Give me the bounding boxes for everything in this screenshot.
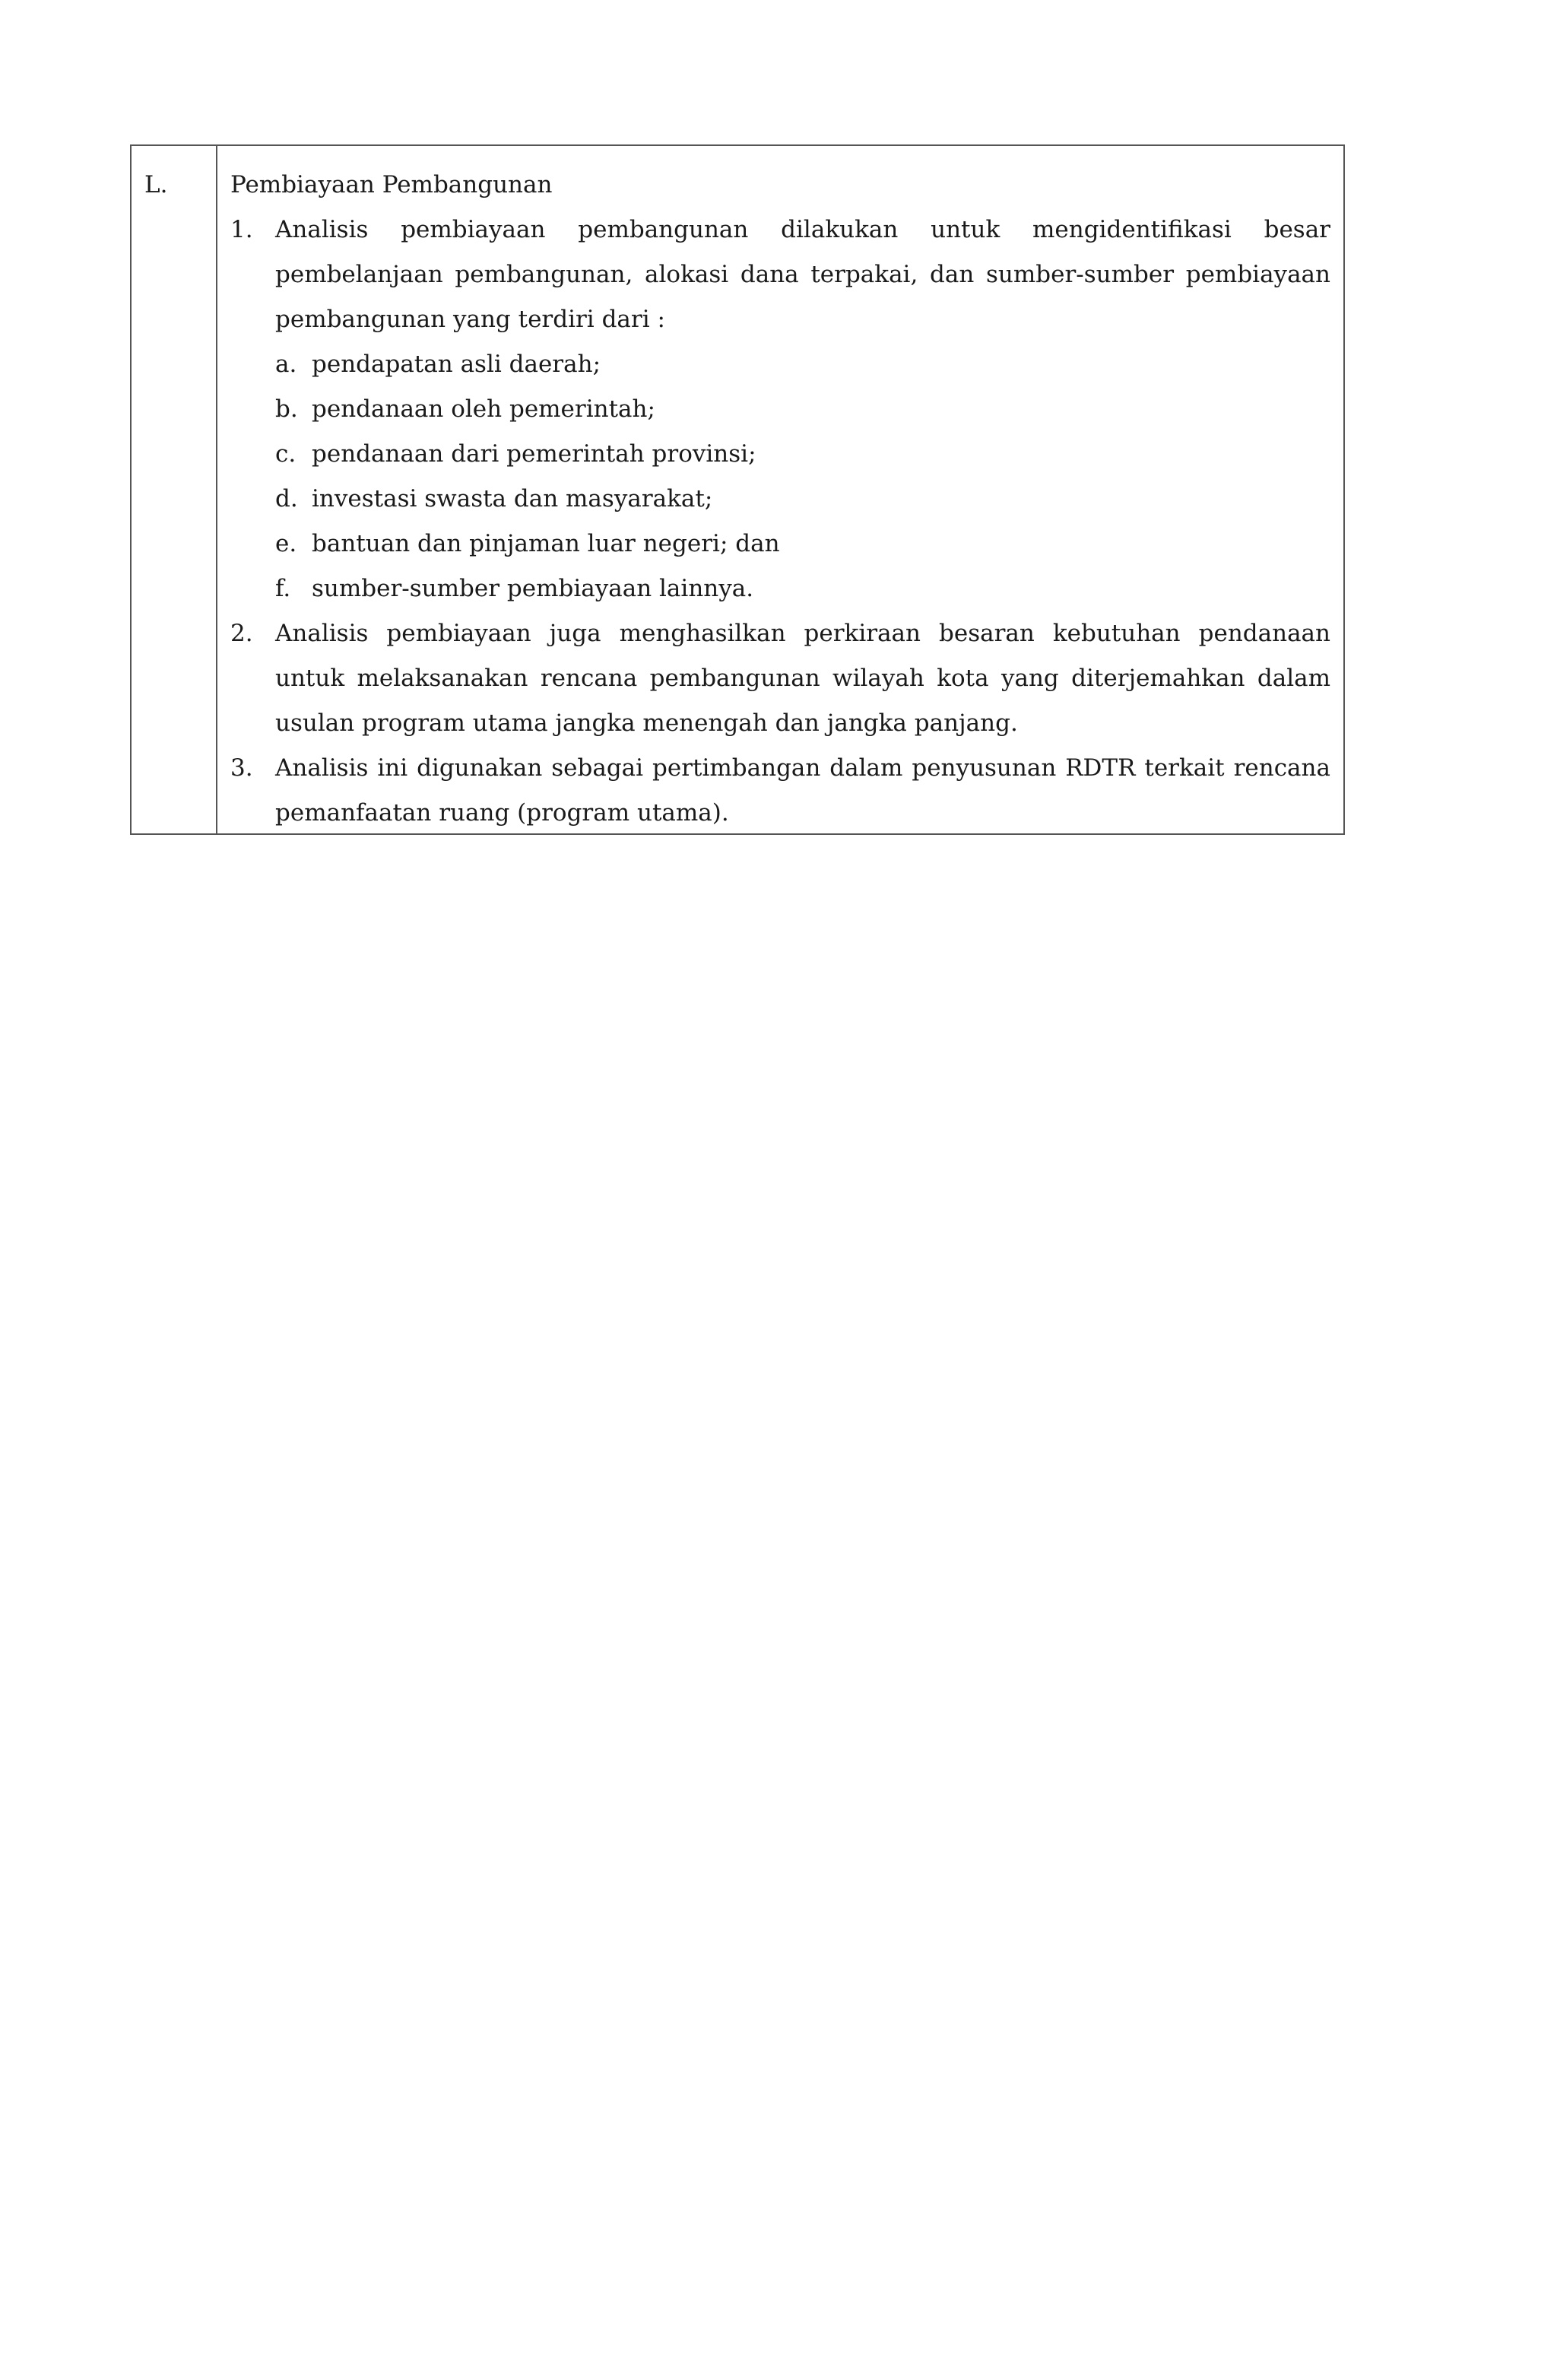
item-text: Analisis pembiayaan pembangunan dilakukan untuk mengidentifikasi besar pembelanjaan pembangunan, alokasi dana terpakai, dan sumber-sumber pembiayaan pembangunan yang terdiri dari : xyxy=(275,216,1330,333)
section-label-cell xyxy=(132,146,217,833)
sub-item-text: pendanaan dari pemerintah provinsi; xyxy=(312,440,756,468)
item-text: Analisis pembiayaan juga menghasilkan perkiraan besaran kebutuhan pendanaan untuk melaksanakan rencana pembangunan wilayah kota yang diterjemahkan dalam usulan program utama jangka menengah dan jangka panjang. xyxy=(275,620,1330,737)
sub-item-text: sumber-sumber pembiayaan lainnya. xyxy=(312,575,754,602)
section-title: Pembiayaan Pembangunan xyxy=(230,171,553,198)
numbered-item-1 xyxy=(230,208,1330,611)
content-table xyxy=(130,144,1345,835)
item-number: 1. xyxy=(230,216,253,243)
sub-item-marker: b. xyxy=(275,395,298,423)
item-number: 3. xyxy=(230,754,253,782)
sub-item-a xyxy=(275,342,1330,387)
sub-item-e xyxy=(275,522,1330,566)
sub-item-marker: d. xyxy=(275,485,298,512)
item-number: 2. xyxy=(230,620,253,647)
sub-item-text: bantuan dan pinjaman luar negeri; dan xyxy=(312,530,780,557)
sub-item-text: pendapatan asli daerah; xyxy=(312,351,601,378)
sub-item-f xyxy=(275,566,1330,611)
numbered-item-3 xyxy=(230,746,1330,836)
sub-item-marker: a. xyxy=(275,351,297,378)
sub-item-marker: c. xyxy=(275,440,296,468)
sub-item-marker: e. xyxy=(275,530,297,557)
section-label: L. xyxy=(144,171,168,198)
sub-item-c xyxy=(275,432,1330,477)
sub-item-b xyxy=(275,387,1330,432)
numbered-item-2 xyxy=(230,611,1330,746)
sub-item-text: investasi swasta dan masyarakat; xyxy=(312,485,713,512)
section-content-cell xyxy=(217,146,1343,833)
item-text: Analisis ini digunakan sebagai pertimbangan dalam penyusunan RDTR terkait rencana pemanfaatan ruang (program utama). xyxy=(275,754,1330,827)
sub-item-text: pendanaan oleh pemerintah; xyxy=(312,395,655,423)
sub-item-d xyxy=(275,477,1330,522)
sub-item-marker: f. xyxy=(275,575,291,602)
